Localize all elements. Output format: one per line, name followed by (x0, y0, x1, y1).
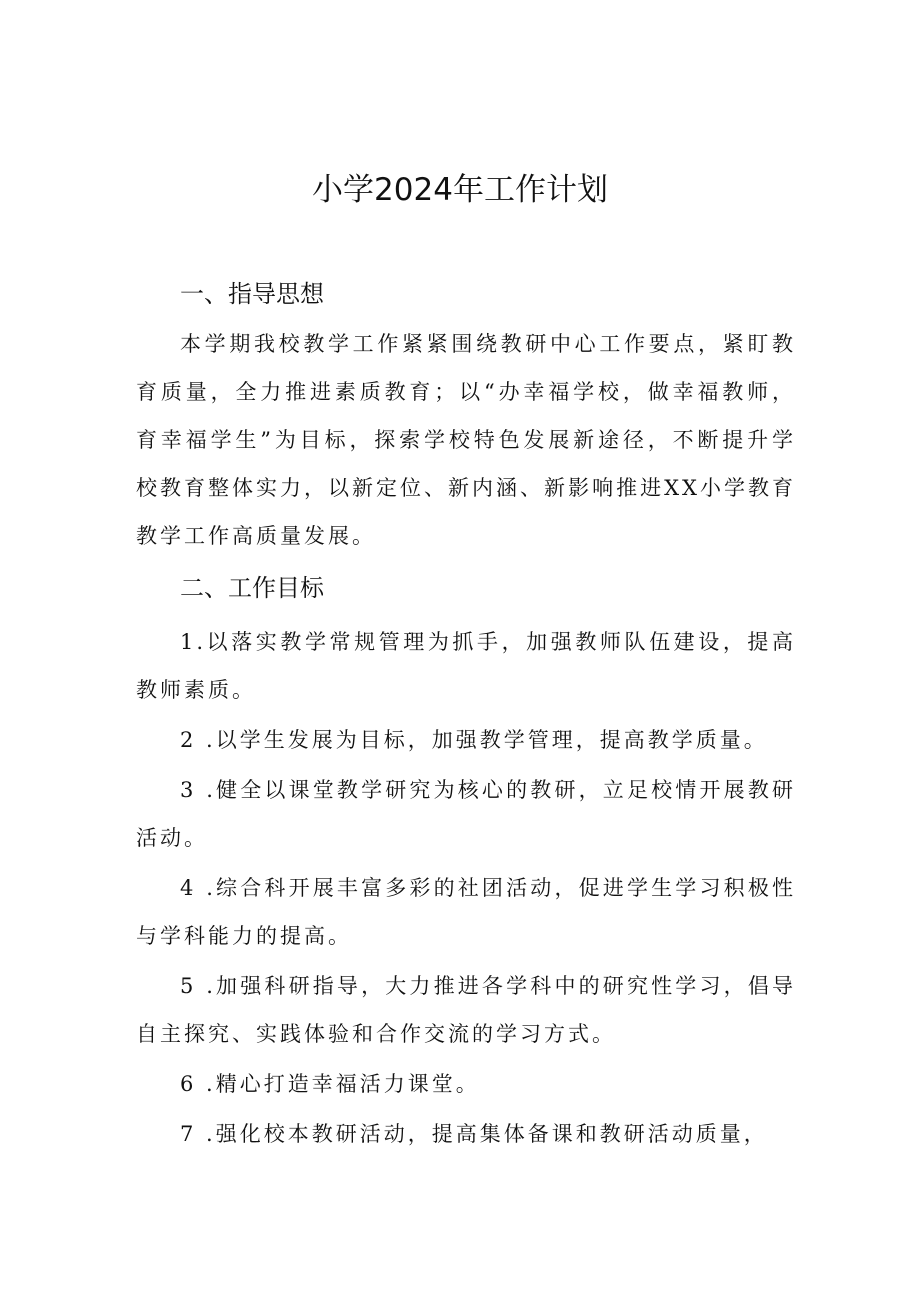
section-heading-guiding-ideology: 一、指导思想 (180, 280, 324, 308)
list-item: 3 .健全以课堂教学研究为核心的教研，立足校情开展教研活动。 (136, 778, 796, 850)
list-item: 1.以落实教学常规管理为抓手，加强教师队伍建设，提高教师素质。 (136, 630, 796, 702)
work-goals-list (136, 618, 796, 1158)
list-item: 4 .综合科开展丰富多彩的社团活动，促进学生学习积极性与学科能力的提高。 (136, 876, 796, 948)
list-item: 2 .以学生发展为目标，加强教学管理，提高教学质量。 (180, 728, 768, 752)
document-body (136, 272, 796, 1160)
section-heading-work-goals: 二、工作目标 (180, 574, 324, 602)
list-item: 5 .加强科研指导，大力推进各学科中的研究性学习，倡导自主探究、实践体验和合作交流的学习方式。 (136, 974, 796, 1046)
list-item: 7 .强化校本教研活动，提高集体备课和教研活动质量， (180, 1122, 768, 1146)
guiding-ideology-paragraph: 本学期我校教学工作紧紧围绕教研中心工作要点，紧盯教育质量，全力推进素质教育；以“办幸福学校，做幸福教师，育幸福学生”为目标，探索学校特色发展新途径，不断提升学校教育整体实力，以新定位、新内涵、新影响推进XX小学教育教学工作高质量发展。 (136, 332, 796, 548)
document-title: 小学2024年工作计划 (312, 172, 608, 208)
list-item: 6 .精心打造幸福活力课堂。 (180, 1072, 480, 1096)
